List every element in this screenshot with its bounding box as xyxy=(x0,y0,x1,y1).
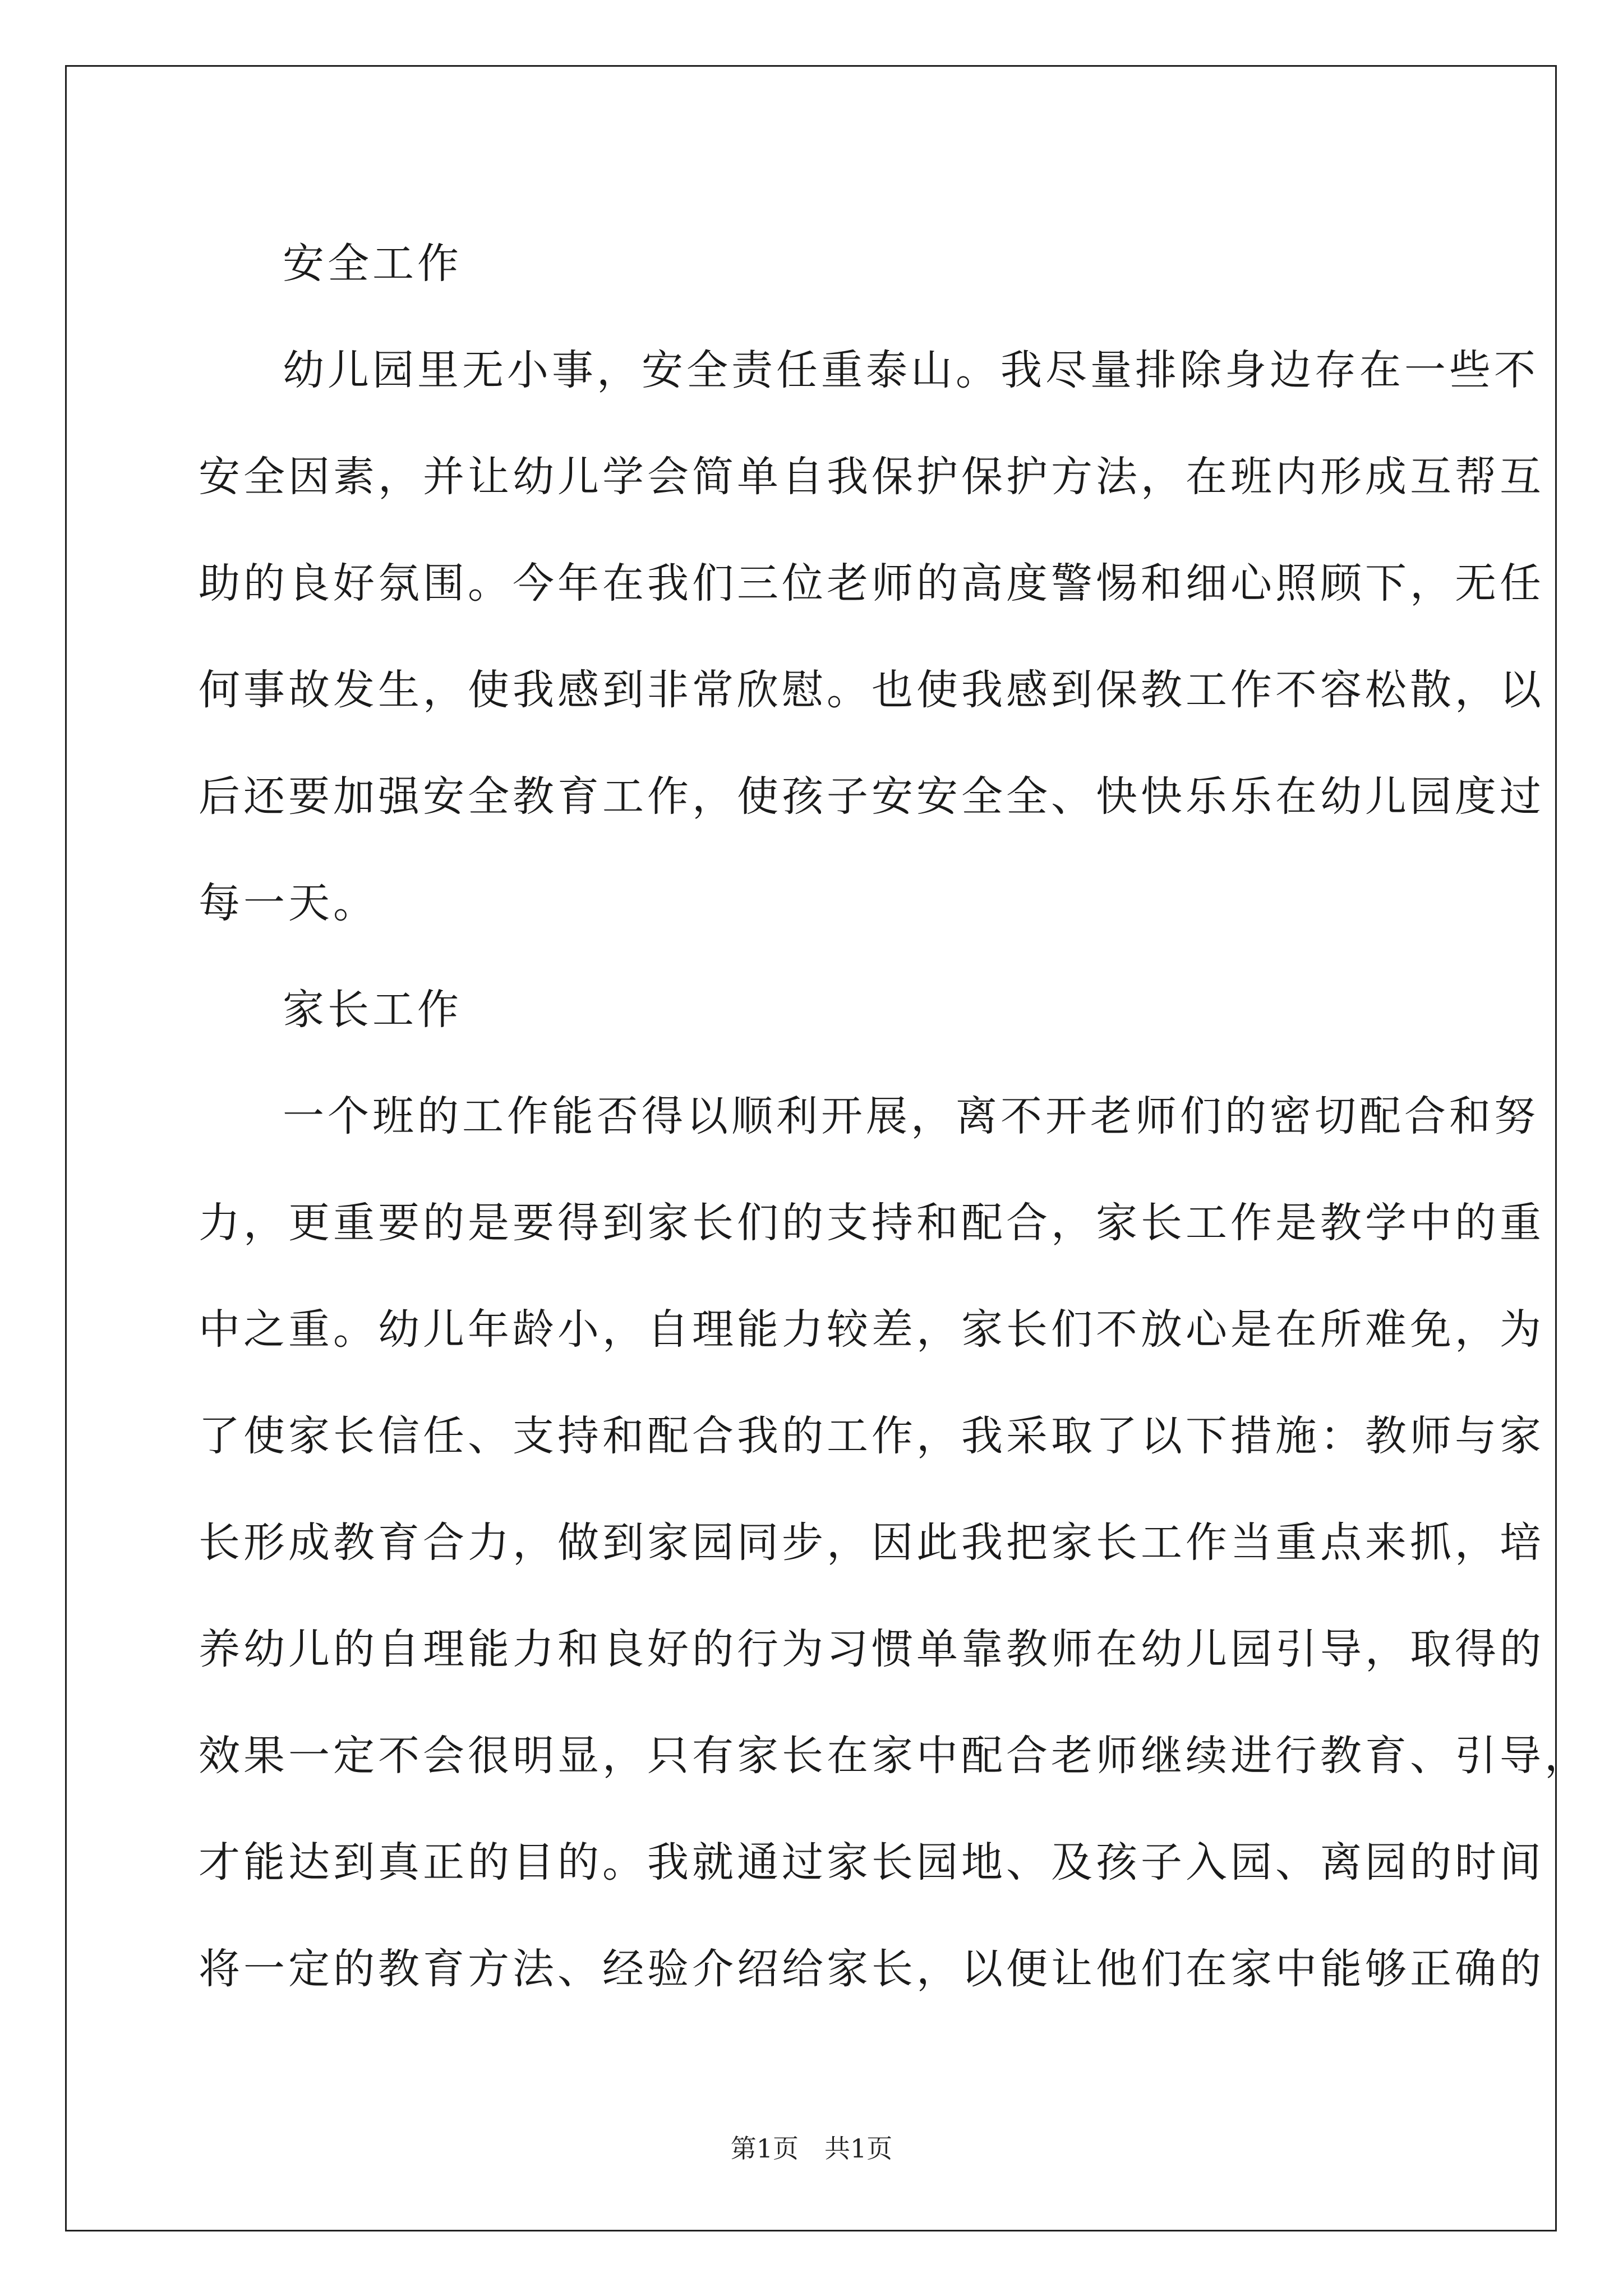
section-heading-parents: 家长工作 xyxy=(283,986,462,1034)
paragraph-line: 力，更重要的是要得到家长们的支持和配合，家长工作是教学中的重 xyxy=(199,1199,1544,1247)
paragraph-line: 养幼儿的自理能力和良好的行为习惯单靠教师在幼儿园引导，取得的 xyxy=(199,1625,1544,1673)
paragraph-line: 效果一定不会很明显，只有家长在家中配合老师继续进行教育、引导， xyxy=(199,1732,1589,1780)
paragraph-line: 后还要加强安全教育工作，使孩子安安全全、快快乐乐在幼儿园度过 xyxy=(199,772,1544,821)
paragraph-line: 一个班的工作能否得以顺利开展，离不开老师们的密切配合和努 xyxy=(283,1092,1539,1140)
paragraph-line: 了使家长信任、支持和配合我的工作，我采取了以下措施：教师与家 xyxy=(199,1412,1544,1460)
paragraph-line: 长形成教育合力，做到家园同步，因此我把家长工作当重点来抓，培 xyxy=(199,1519,1544,1567)
paragraph-line: 幼儿园里无小事，安全责任重泰山。我尽量排除身边存在一些不 xyxy=(283,346,1539,394)
paragraph-line: 安全因素，并让幼儿学会简单自我保护保护方法，在班内形成互帮互 xyxy=(199,453,1544,501)
paragraph-line: 何事故发生，使我感到非常欣慰。也使我感到保教工作不容松散，以 xyxy=(199,666,1544,714)
page-number-footer: 第1页 共1页 xyxy=(730,2133,893,2164)
document-body xyxy=(199,210,1589,2022)
section-heading-safety: 安全工作 xyxy=(283,240,462,288)
paragraph-line: 中之重。幼儿年龄小，自理能力较差，家长们不放心是在所难免，为 xyxy=(199,1305,1544,1354)
paragraph-line: 将一定的教育方法、经验介绍给家长，以便让他们在家中能够正确的 xyxy=(199,1945,1544,1993)
paragraph-line: 每一天。 xyxy=(199,879,378,927)
paragraph-line: 才能达到真正的目的。我就通过家长园地、及孩子入园、离园的时间 xyxy=(199,1838,1544,1887)
paragraph-line: 助的良好氛围。今年在我们三位老师的高度警惕和细心照顾下，无任 xyxy=(199,559,1544,608)
